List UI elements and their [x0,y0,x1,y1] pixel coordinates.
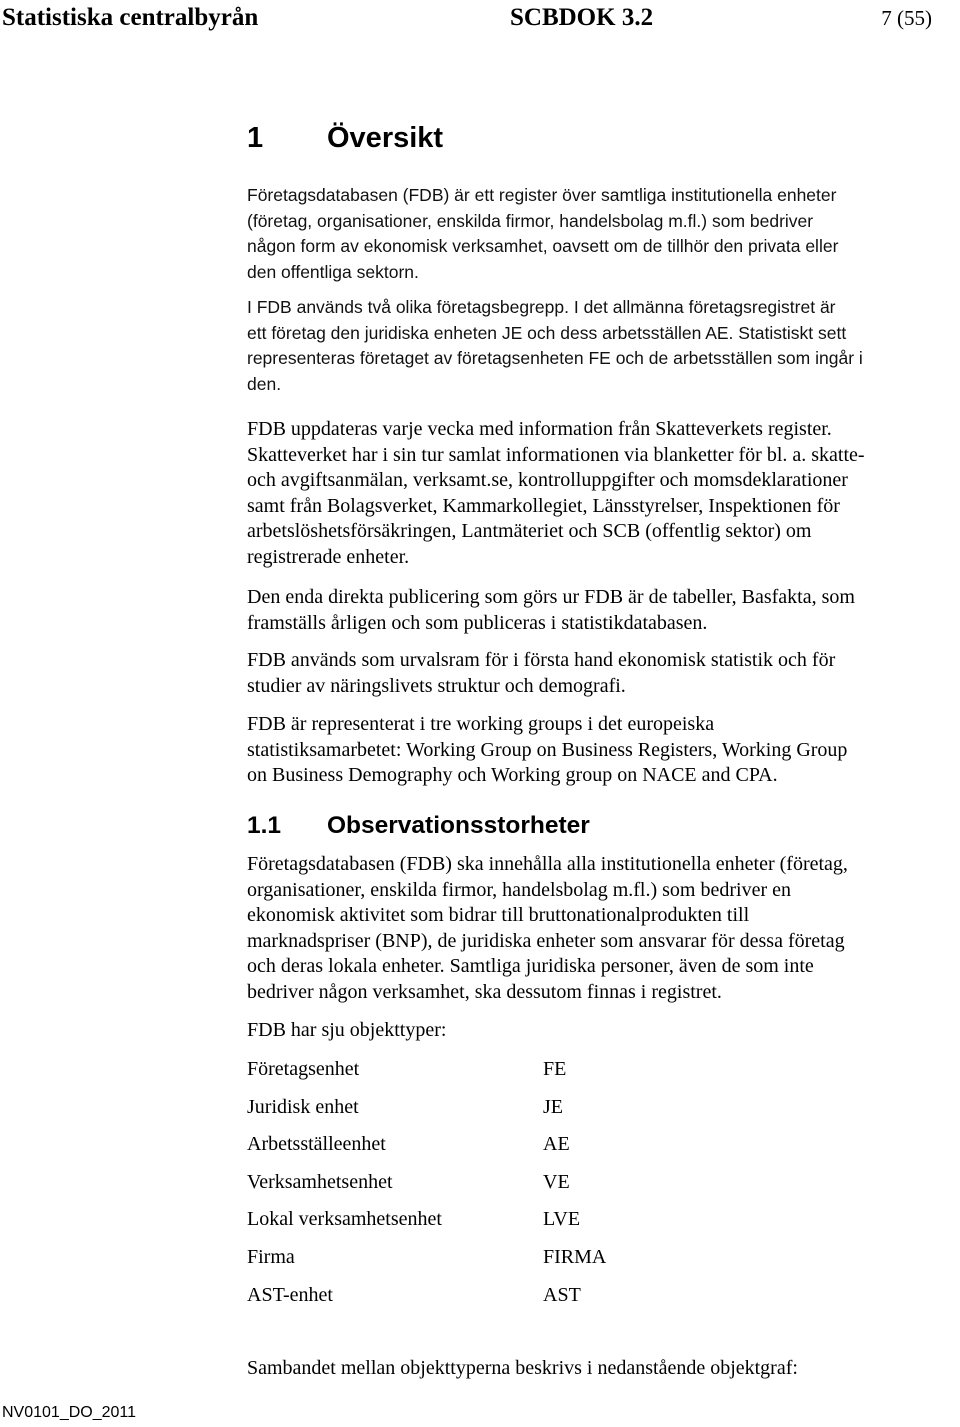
object-types-intro [247,1018,959,1044]
text-line: Företagsdatabasen (FDB) är ett register över samtliga institutionella enheter [247,185,837,205]
section-heading-1-1 [247,812,590,840]
text-line: FDB har sju objekttyper: [247,1019,447,1041]
text-line: och deras lokala enheter. Samtliga juridiska personer, även de som inte [247,955,814,977]
header-document-id: SCBDOK 3.2 [510,4,654,31]
header-page-number: 7 (55) [881,6,932,30]
object-type-abbreviation: LVE [543,1208,581,1231]
page-header [0,0,960,40]
object-type-name: Arbetsställeenhet [247,1133,386,1156]
section-number: 1 [247,122,264,154]
text-line: någon form av ekonomisk verksamhet, oavsett om de tillhör den privata eller [247,236,839,256]
text-line: studier av näringslivets struktur och demografi. [247,674,626,697]
text-line: framställs årligen och som publiceras i statistikdatabasen. [247,611,708,634]
paragraph-updates [247,417,959,570]
text-line: Skatteverket har i sin tur samlat informationen via blanketter för bl. a. skatte- [247,443,865,466]
text-line: FDB uppdateras varje vecka med information från Skatteverkets register. [247,418,832,440]
object-type-name: Lokal verksamhetsenhet [247,1208,442,1231]
text-line: organisationer, enskilda firmor, handelsbolag m.fl.) som bedriver en [247,878,791,901]
text-line: ekonomisk aktivitet som bidrar till bruttonationalprodukten till [247,904,750,926]
text-line: statistiksamarbetet: Working Group on Business Registers, Working Group [247,738,848,761]
text-line: bedriver någon verksamhet, ska dessutom finnas i registret. [247,980,722,1003]
subsection-title: Observationsstorheter [327,812,590,839]
subsection-number: 1.1 [247,812,282,839]
text-line: och avgiftsanmälan, verksamt.se, kontrolluppgifter och momsdeklarationer [247,469,848,491]
text-line: I FDB används två olika företagsbegrepp. I det allmänna företagsregistret är [247,297,836,317]
object-type-name: AST-enhet [247,1283,333,1306]
object-type-name: Företagsenhet [247,1058,360,1080]
text-line: FDB används som urvalsram för i första hand ekonomisk statistik och för [247,649,836,671]
paragraph-intro [247,183,959,285]
text-line: samt från Bolagsverket, Kammarkollegiet, Länsstyrelser, Inspektionen för [247,494,840,517]
paragraph-observation-units [247,852,959,1005]
text-line: representeras företaget av företagsenheten FE och de arbetsställen som ingår i [247,348,863,368]
list-item [247,1169,747,1207]
paragraph-business-concepts [247,295,959,397]
list-item [247,1094,747,1132]
list-item [247,1056,747,1094]
paragraph-publication [247,585,959,636]
object-type-abbreviation: AST [543,1283,581,1306]
section-heading-1 [247,122,443,155]
paragraph-sampling-frame [247,648,959,699]
text-line: den offentliga sektorn. [247,261,419,282]
object-types-list [247,1056,747,1319]
paragraph-working-groups [247,712,959,789]
text-line: Sambandet mellan objekttyperna beskrivs i nedanstående objektgraf: [247,1357,798,1379]
object-type-abbreviation: FE [543,1058,567,1080]
list-item [247,1131,747,1169]
text-line: registrerade enheter. [247,545,410,568]
object-type-abbreviation: JE [543,1095,563,1118]
text-line: marknadspriser (BNP), de juridiska enheter som ansvarar för dessa företag [247,929,845,952]
object-type-name: Firma [247,1245,295,1268]
paragraph-object-graph-intro [247,1356,959,1382]
text-line: FDB är representerat i tre working groups i det europeiska [247,713,715,735]
page-footer-code: NV0101_DO_2011 [2,1404,137,1421]
text-line: Företagsdatabasen (FDB) ska innehålla alla institutionella enheter (företag, [247,853,848,875]
text-line: on Business Demography och Working group on NACE and CPA. [247,764,778,786]
object-type-name: Juridisk enhet [247,1095,359,1118]
object-type-abbreviation: AE [543,1133,570,1156]
text-line: (företag, organisationer, enskilda firmor, handelsbolag m.fl.) som bedriver [247,210,814,231]
object-type-abbreviation: FIRMA [543,1245,607,1268]
object-type-name: Verksamhetsenhet [247,1170,393,1193]
list-item [247,1206,747,1244]
list-item [247,1244,747,1282]
text-line: Den enda direkta publicering som görs ur FDB är de tabeller, Basfakta, som [247,586,855,608]
section-title: Översikt [327,122,444,154]
header-organization: Statistiska centralbyrån [2,4,259,31]
object-type-abbreviation: VE [543,1170,570,1193]
text-line: arbetslöshetsförsäkringen, Lantmäteriet och SCB (offentlig sektor) om [247,520,812,542]
list-item [247,1282,747,1320]
text-line: den. [247,373,282,394]
text-line: ett företag den juridiska enheten JE och dess arbetsställen AE. Statistiskt sett [247,322,847,343]
